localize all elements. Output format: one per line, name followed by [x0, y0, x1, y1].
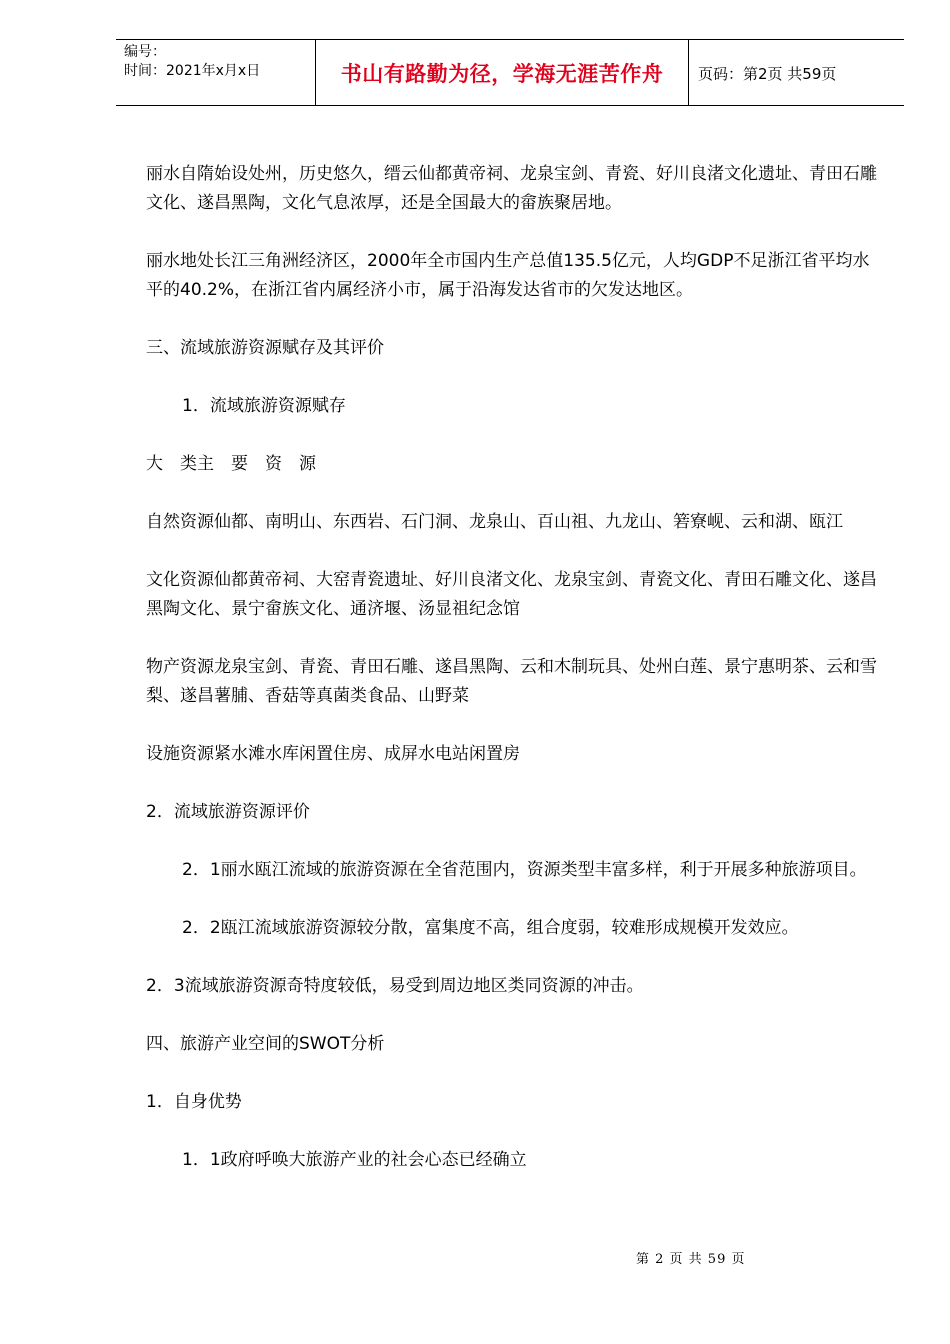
header-meta — [124, 43, 260, 81]
paragraph-history: 丽水自隋始设处州，历史悠久，缙云仙都黄帝祠、龙泉宝剑、青瓷、好川良渚文化遗址、青田石雕文化、遂昌黑陶，文化气息浓厚，还是全国最大的畲族聚居地。 — [146, 164, 877, 213]
resource-products: 物产资源龙泉宝剑、青瓷、青田石雕、遂昌黑陶、云和木制玩具、处州白莲、景宁惠明茶、云和雪梨、遂昌薯脯、香菇等真菌类食品、山野菜 — [146, 657, 877, 706]
subheading-resources: 1．流域旅游资源赋存 — [182, 396, 346, 416]
page-footer: 第 2 页 共 59 页 — [636, 1252, 746, 1267]
resource-facilities: 设施资源紧水滩水库闲置住房、成屏水电站闲置房 — [146, 744, 520, 764]
section-heading-4: 四、旅游产业空间的SWOT分析 — [146, 1034, 385, 1054]
document-body — [146, 160, 886, 1204]
resource-culture: 文化资源仙都黄帝祠、大窑青瓷遗址、好川良渚文化、龙泉宝剑、青瓷文化、青田石雕文化、遂昌黑陶文化、景宁畲族文化、通济堰、汤显祖纪念馆 — [146, 570, 877, 619]
header-page-number: 页码：第2页 共59页 — [698, 64, 837, 83]
section-heading-3: 三、流域旅游资源赋存及其评价 — [146, 338, 384, 358]
resource-natural: 自然资源仙都、南明山、东西岩、石门洞、龙泉山、百山祖、九龙山、箬寮岘、云和湖、瓯江 — [146, 512, 843, 532]
subheading-advantages: 1．自身优势 — [146, 1092, 242, 1112]
subheading-evaluation: 2．流域旅游资源评价 — [146, 802, 310, 822]
document-number-label: 编号： — [124, 44, 166, 60]
resource-table-header: 大 类主 要 资 源 — [146, 454, 316, 474]
document-time-label: 时间：2021年x月x日 — [124, 63, 261, 79]
paragraph-economy: 丽水地处长江三角洲经济区，2000年全市国内生产总值135.5亿元，人均GDP不足浙江省平均水平的40.2%，在浙江省内属经济小市，属于沿海发达省市的欠发达地区。 — [146, 251, 870, 300]
evaluation-2-2: 2．2瓯江流域旅游资源较分散，富集度不高，组合度弱，较难形成规模开发效应。 — [182, 918, 799, 938]
page-header — [116, 39, 904, 106]
evaluation-2-3: 2．3流域旅游资源奇特度较低，易受到周边地区类同资源的冲击。 — [146, 976, 644, 996]
advantage-1-1: 1．1政府呼唤大旅游产业的社会心态已经确立 — [182, 1150, 527, 1170]
header-motto: 书山有路勤为径，学海无涯苦作舟 — [315, 40, 689, 106]
evaluation-2-1: 2．1丽水瓯江流域的旅游资源在全省范围内，资源类型丰富多样，利于开展多种旅游项目。 — [182, 860, 867, 880]
